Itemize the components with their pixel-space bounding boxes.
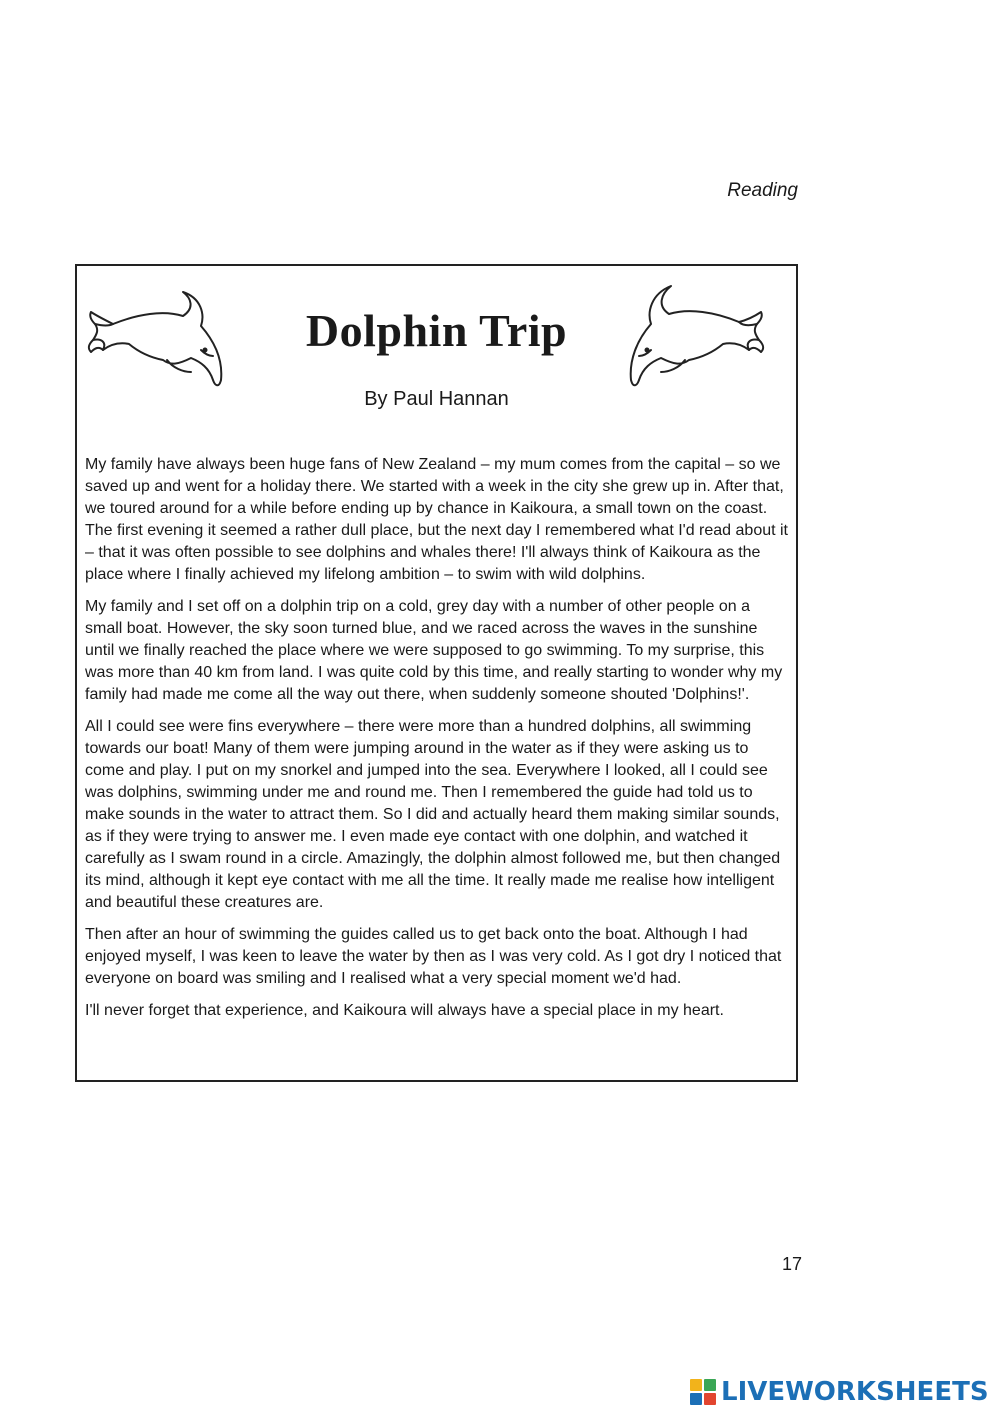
paragraph-3: All I could see were fins everywhere – there were more than a hundred dolphins, all swimming towards our boat! Many of them were jumping around in the water as if they were asking us to come and play. I put on my snorkel and jumped into the sea. Everywhere I looked, all I could see was dolphins, swimming under me and round me. Then I remembered the guide had told us to make sounds in the water to attract them. So I did and actually heard them making similar sounds, as if they were trying to answer me. I even made eye contact with one dolphin, and watched it carefully as I swam round in a circle. Amazingly, the dolphin almost followed me, but then changed its mind, although it kept eye contact with me all the time. It really made me realise how intelligent and beautiful these creatures are.	[85, 718, 781, 911]
article-frame	[75, 264, 798, 1082]
liveworksheets-logo-icon	[689, 1378, 719, 1406]
paragraph-4: Then after an hour of swimming the guides called us to get back onto the boat. Although I had enjoyed myself, I was keen to leave the water by then as I was very cold. As I got dry I noticed that everyone on board was smiling and I realised what a very special moment we'd had.	[85, 926, 782, 987]
section-label: Reading	[727, 180, 798, 201]
paragraph-1: My family have always been huge fans of New Zealand – my mum comes from the capital – so we saved up and went for a holiday there. We started with a week in the city she grew up in. After that, we toured around for a while before ending up by chance in Kaikoura, a small town on the coast. The first evening it seemed a rather dull place, but the next day I remembered what I'd read about it – that it was often possible to see dolphins and whales there! I'll always think of Kaikoura as the place where I finally achieved my lifelong ambition – to swim with wild dolphins.	[85, 456, 788, 583]
article-title: Dolphin Trip	[305, 305, 568, 356]
paragraph-2: My family and I set off on a dolphin trip on a cold, grey day with a number of other people on a small boat. However, the sky soon turned blue, and we raced across the waves in the sunshine until we finally reached the place where we were supposed to go swimming. To my surprise, this was more than 40 km from land. I was quite cold by this time, and really starting to wonder why my family had made me come all the way out there, when suddenly someone shouted 'Dolphins!'.	[85, 598, 783, 703]
paragraph-5: I'll never forget that experience, and Kaikoura will always have a special place in my heart.	[85, 1002, 724, 1019]
liveworksheets-brand-text: LIVEWORKSHEETS	[721, 1377, 989, 1407]
article-byline: By Paul Hannan	[364, 388, 509, 410]
page-number: 17	[781, 1254, 802, 1274]
article-body	[85, 454, 791, 1032]
liveworksheets-brand[interactable]	[689, 1376, 989, 1408]
